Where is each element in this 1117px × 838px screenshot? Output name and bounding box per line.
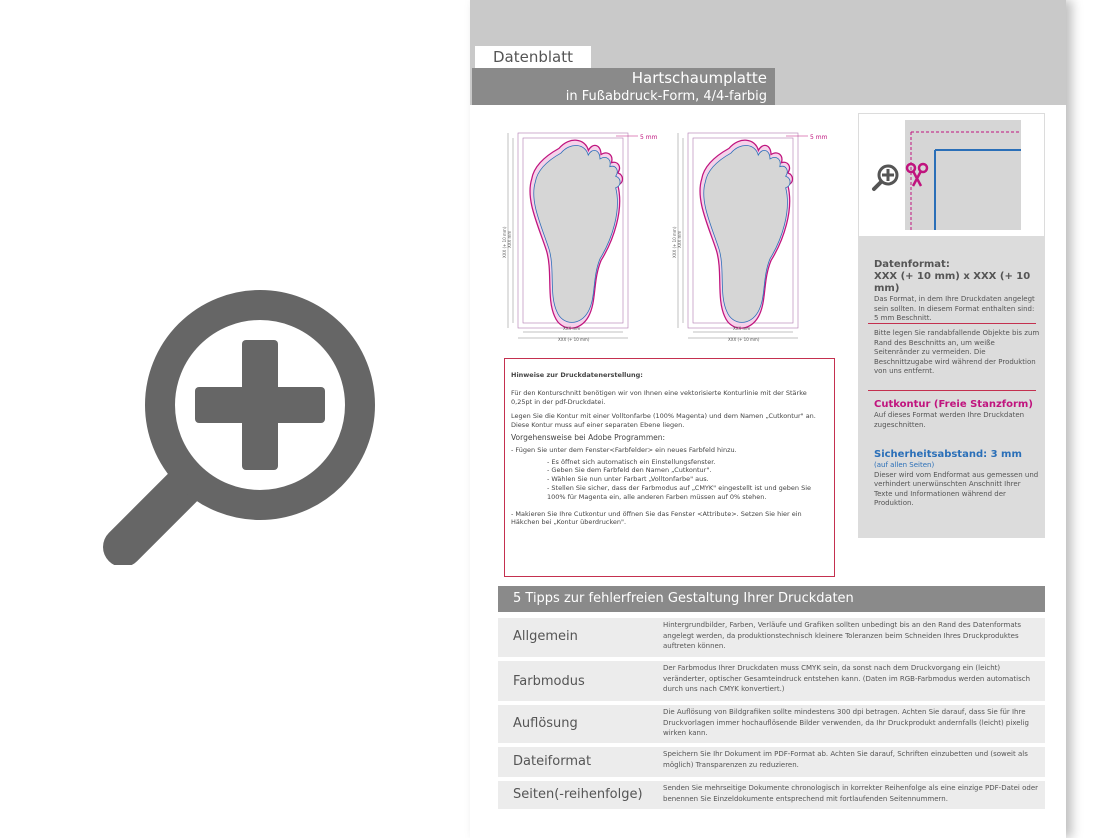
cut-heading: Cutkontur (Freie Stanzform) xyxy=(874,399,1033,410)
height-bleed-label-left: XXX (+ 10 mm) xyxy=(502,226,507,258)
margin-label-right: 5 mm xyxy=(810,134,828,141)
tip-row xyxy=(498,705,1045,743)
tip-label: Dateiformat xyxy=(513,754,592,769)
height-bleed-label-right: XXX (+ 10 mm) xyxy=(672,226,677,258)
notes-para-1: Für den Konturschnitt benötigen wir von Ihnen eine vektorisierte Konturlinie mit der Stärke 0,25pt in der pdf-Druckdatei. xyxy=(511,388,807,406)
cut-text: Auf dieses Format werden Ihre Druckdaten zugeschnitten. xyxy=(874,411,1025,429)
format-info-panel xyxy=(858,113,1045,538)
height-label-right: XXX mm xyxy=(677,230,682,248)
notes-para-3: Vorgehensweise bei Adobe Programmen: xyxy=(511,432,666,442)
tip-row xyxy=(498,747,1045,777)
notes-heading: Hinweise zur Druckdatenerstellung: xyxy=(511,371,643,379)
safety-subheading: (auf allen Seiten) xyxy=(874,461,935,469)
format-section xyxy=(874,259,1040,324)
datasheet-page xyxy=(470,0,1066,838)
cut-section xyxy=(874,399,1040,430)
safety-heading: Sicherheitsabstand: 3 mm xyxy=(874,449,1022,460)
tip-text: Senden Sie mehrseitige Dokumente chronologisch in korrekter Reihenfolge als eine einzige PDF-Datei oder benennen Sie Einzeldokumente entsprechend mit fortlaufenden Seitennummern. xyxy=(663,784,1039,803)
notes-step-2: - Makieren Sie Ihre Cutkontur und öffnen Sie das Fenster <Attribute>. Setzen Sie hier ein Häkchen bei „Kontur überdrucken". xyxy=(511,509,802,527)
tip-row xyxy=(498,661,1045,701)
tip-row xyxy=(498,618,1045,657)
tip-text: Hintergrundbilder, Farben, Verläufe und Grafiken sollten unbedingt bis an den Rand des Datenformats angelegt werden, da produktionstechnisch kleinere Toleranzen beim Schneiden Ihres Druckproduktes auftreten können. xyxy=(663,621,1022,650)
notes-para-2: Legen Sie die Kontur mit einer Volltonfarbe (100% Magenta) und dem Namen „Cutkontur" an. Diese Kontur muss auf einer separaten Ebene liegen. xyxy=(511,412,816,430)
bleed-text: Bitte legen Sie randabfallende Objekte bis zum Rand des Beschnitts an, um weiße Seitenränder zu vermeiden. Die Beschnittzugabe wird während der Produktion von uns entfernt. xyxy=(874,329,1040,375)
bleed-preview xyxy=(859,114,1044,236)
width-bleed-label-right: XXX (+ 10 mm) xyxy=(728,337,760,342)
safety-text: Dieser wird vom Endformat aus gemessen und verhindert unerwünschten Anschnitt Ihrer Texte und Informationen während der Produktion. xyxy=(874,470,1039,507)
zoom-in-icon[interactable] xyxy=(871,162,901,192)
tip-text: Die Auflösung von Bildgrafiken sollte mindestens 300 dpi betragen. Achten Sie darauf, dass Sie für Ihre Druckvorlagen immer hochauflösende Bilder verwenden, da Ihr Druckprodukt andernfalls (leicht) pixelig wirken kann. xyxy=(663,708,1029,737)
notes-step-1c: - Wählen Sie nun unter Farbart „Volltonfarbe" aus. xyxy=(547,475,709,484)
tip-label: Auflösung xyxy=(513,716,578,731)
format-value: XXX (+ 10 mm) x XXX (+ 10 mm) xyxy=(874,271,1031,294)
notes-step-1a: - Es öffnet sich automatisch ein Einstellungsfenster. xyxy=(547,457,716,466)
notes-step-1: - Fügen Sie unter dem Fenster<Farbfelder> ein neues Farbfeld hinzu. xyxy=(511,445,737,454)
tips-heading: 5 Tipps zur fehlerfreien Gestaltung Ihrer Druckdaten xyxy=(498,586,1045,612)
tip-label: Farbmodus xyxy=(513,674,585,689)
product-title: Hartschaumplatte xyxy=(631,69,767,87)
safety-section xyxy=(874,449,1040,509)
format-heading: Datenformat: xyxy=(874,259,950,270)
print-data-notes xyxy=(504,358,835,577)
format-text: Das Format, in dem Ihre Druckdaten angelegt sein sollten. In diesem Format enthalten sind: 5 mm Beschnitt. xyxy=(874,295,1035,322)
footprint-diagram xyxy=(498,128,838,353)
product-title-bar xyxy=(472,68,775,105)
height-label-left: XXX mm xyxy=(507,230,512,248)
margin-label-left: 5 mm xyxy=(640,134,658,141)
tip-label: Allgemein xyxy=(513,629,578,644)
width-bleed-label-left: XXX (+ 10 mm) xyxy=(558,337,590,342)
tip-row xyxy=(498,781,1045,809)
datasheet-label: Datenblatt xyxy=(475,46,591,68)
notes-step-1b: - Geben Sie dem Farbfeld den Namen „Cutkontur". xyxy=(547,466,712,475)
tip-label: Seiten(-reihenfolge) xyxy=(513,787,643,802)
tip-text: Der Farbmodus Ihrer Druckdaten muss CMYK sein, da sonst nach dem Druckvorgang ein (leicht) veränderter, optischer Gesamteindruck entstehen kann. (Daten im RGB-Farbmodus werden automatisch durch uns nach CMYK konvertiert.) xyxy=(663,664,1031,693)
width-label-right: XXX mm xyxy=(733,326,751,331)
foot-left-drawing xyxy=(508,133,638,338)
divider xyxy=(868,390,1036,391)
zoom-in-icon[interactable] xyxy=(95,285,395,565)
tip-text: Speichern Sie Ihr Dokument im PDF-Format ab. Achten Sie darauf, Schriften einzubetten und (soweit als möglich) Transparenzen zu reduzieren. xyxy=(663,750,1028,769)
notes-step-1d: - Stellen Sie sicher, dass der Farbmodus auf „CMYK" eingestellt ist und geben Sie 100% für Magenta ein, alle anderen Farben müssen auf 0% stehen. xyxy=(547,483,812,501)
scissors-icon xyxy=(905,162,929,188)
foot-right-drawing xyxy=(678,133,808,338)
width-label-left: XXX mm xyxy=(563,326,581,331)
divider xyxy=(868,323,1036,324)
product-subtitle: in Fußabdruck-Form, 4/4-farbig xyxy=(565,89,767,104)
